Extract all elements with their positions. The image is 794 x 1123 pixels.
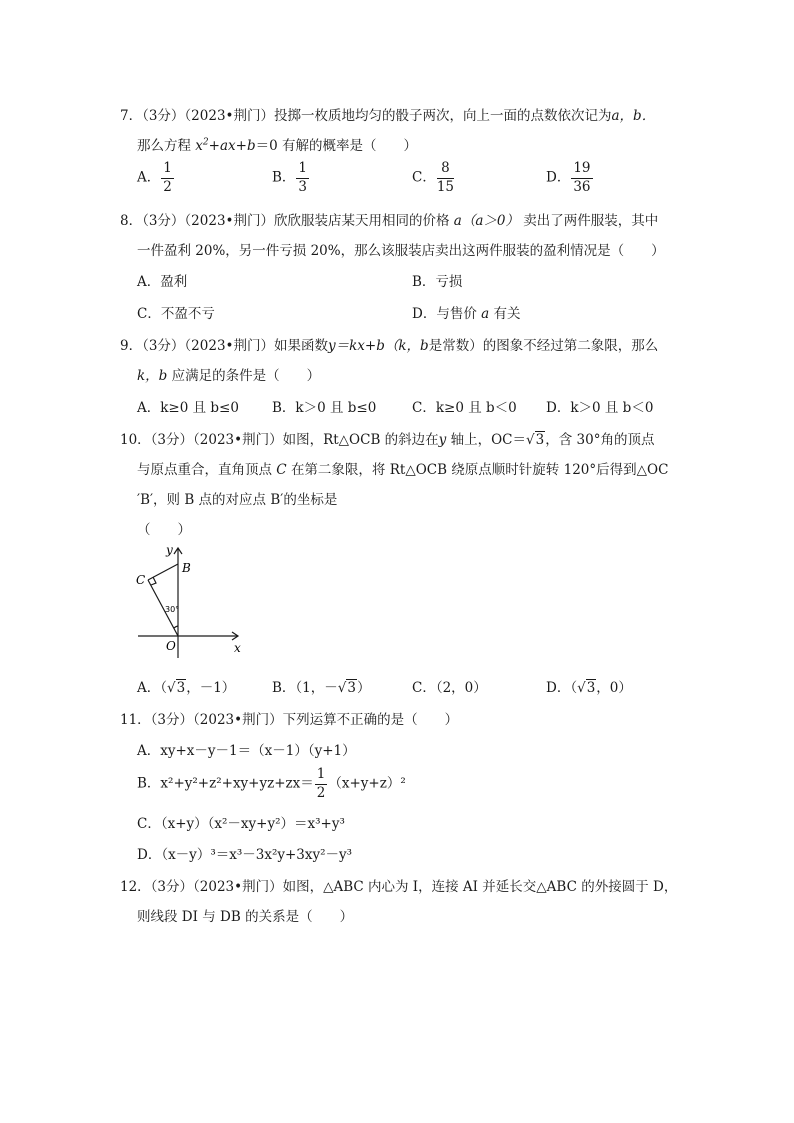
fig-label-b: B [182,561,191,575]
q10-stem-line1: 10．（3分）（2023•荆门）如图，Rt△OCB 的斜边在y 轴上，OC＝√3，含 30°角的顶点 [120,432,655,448]
q9-option-b: B．k＞0 且 b≤0 [272,400,377,416]
q8-stem-line2: 一件盈利 20%，另一件亏损 20%，那么该服装店卖出这两件服装的盈利情况是（ ） [137,243,665,259]
q9-option-a: A．k≥0 且 b≤0 [137,400,239,416]
q10-stem-line3: ′B′，则 B 点的对应点 B′的坐标是 [137,492,338,508]
q7-stem-line2: 那么方程 $x^2+ax+b=0$ 有解的概率是（ ） [137,137,417,154]
q10-option-c: C．（2，0） [412,680,487,696]
q9-option-c: C．k≥0 且 b＜0 [412,400,517,416]
q7-option-b: B． $\frac{1}{3}$ [272,160,308,195]
fig-label-c: C [136,573,146,587]
q11-option-b: B．x²+y²+z²+xy+yz+zx＝ $\frac{1}{2}$ （x+y+z）² [137,766,406,801]
angle-arc [174,626,178,628]
q8-option-a: A．盈利 [137,274,188,290]
q7-option-a: A． $\frac{1}{2}$ [137,160,172,195]
q7-option-c: C． $\frac{8}{15}$ [412,160,455,195]
fig-label-y: y [166,543,173,557]
fig-label-angle: 30° [165,605,180,614]
q10-option-a: A．（√3，－1） [137,680,236,696]
q10-stem-line4: （ ） [137,522,191,538]
q8-option-b: B．亏损 [412,274,463,290]
q11-stem: 11．（3分）（2023•荆门）下列运算不正确的是（ ） [120,712,459,728]
q11-option-d: D．（x－y）³＝x³－3x²y+3xy²－y³ [137,847,353,863]
fig-label-o: O [166,639,176,653]
q10-option-b: B．（1，－√3） [272,680,371,696]
q8-option-d: D．与售价 a 有关 [412,306,521,322]
q8-option-c: C．不盈不亏 [137,306,215,322]
q9-option-d: D．k＞0 且 b＜0 [546,400,654,416]
q7-option-d: D． $\frac{19}{36}$ [546,160,591,195]
q8-stem-line1: 8．（3分）（2023•荆门）欣欣服装店某天用相同的价格 a（a＞0） 卖出了两件服装，其中 [120,213,659,229]
q10-figure [130,540,250,660]
q11-option-a: A．xy+x－y－1＝（x－1）（y+1） [137,743,356,759]
q9-stem-line1: 9．（3分）（2023•荆门）如果函数y＝kx+b（k，b是常数）的图象不经过第二象限，那么 [120,338,659,354]
q12-stem-line2: 则线段 DI 与 DB 的关系是（ ） [137,909,354,925]
q10-stem-line2: 与原点重合，直角顶点 C 在第二象限，将 Rt△OCB 绕原点顺时针旋转 120°后得到△OC [137,462,669,478]
q12-stem-line1: 12．（3分）（2023•荆门）如图，△ABC 内心为 I，连接 AI 并延长交△ABC 的外接圆于 D， [120,879,678,895]
q10-option-d: D．（√3，0） [546,680,632,696]
segment-cb [148,564,178,580]
q11-option-c: C．（x+y）（x²－xy+y²）＝x³+y³ [137,816,345,832]
q7-stem-line1: 7．（3分）（2023•荆门）投掷一枚质地均匀的骰子两次，向上一面的点数依次记为a，b． [120,108,656,124]
fig-label-x: x [234,641,241,655]
q9-stem-line2: k，b 应满足的条件是（ ） [137,368,321,384]
